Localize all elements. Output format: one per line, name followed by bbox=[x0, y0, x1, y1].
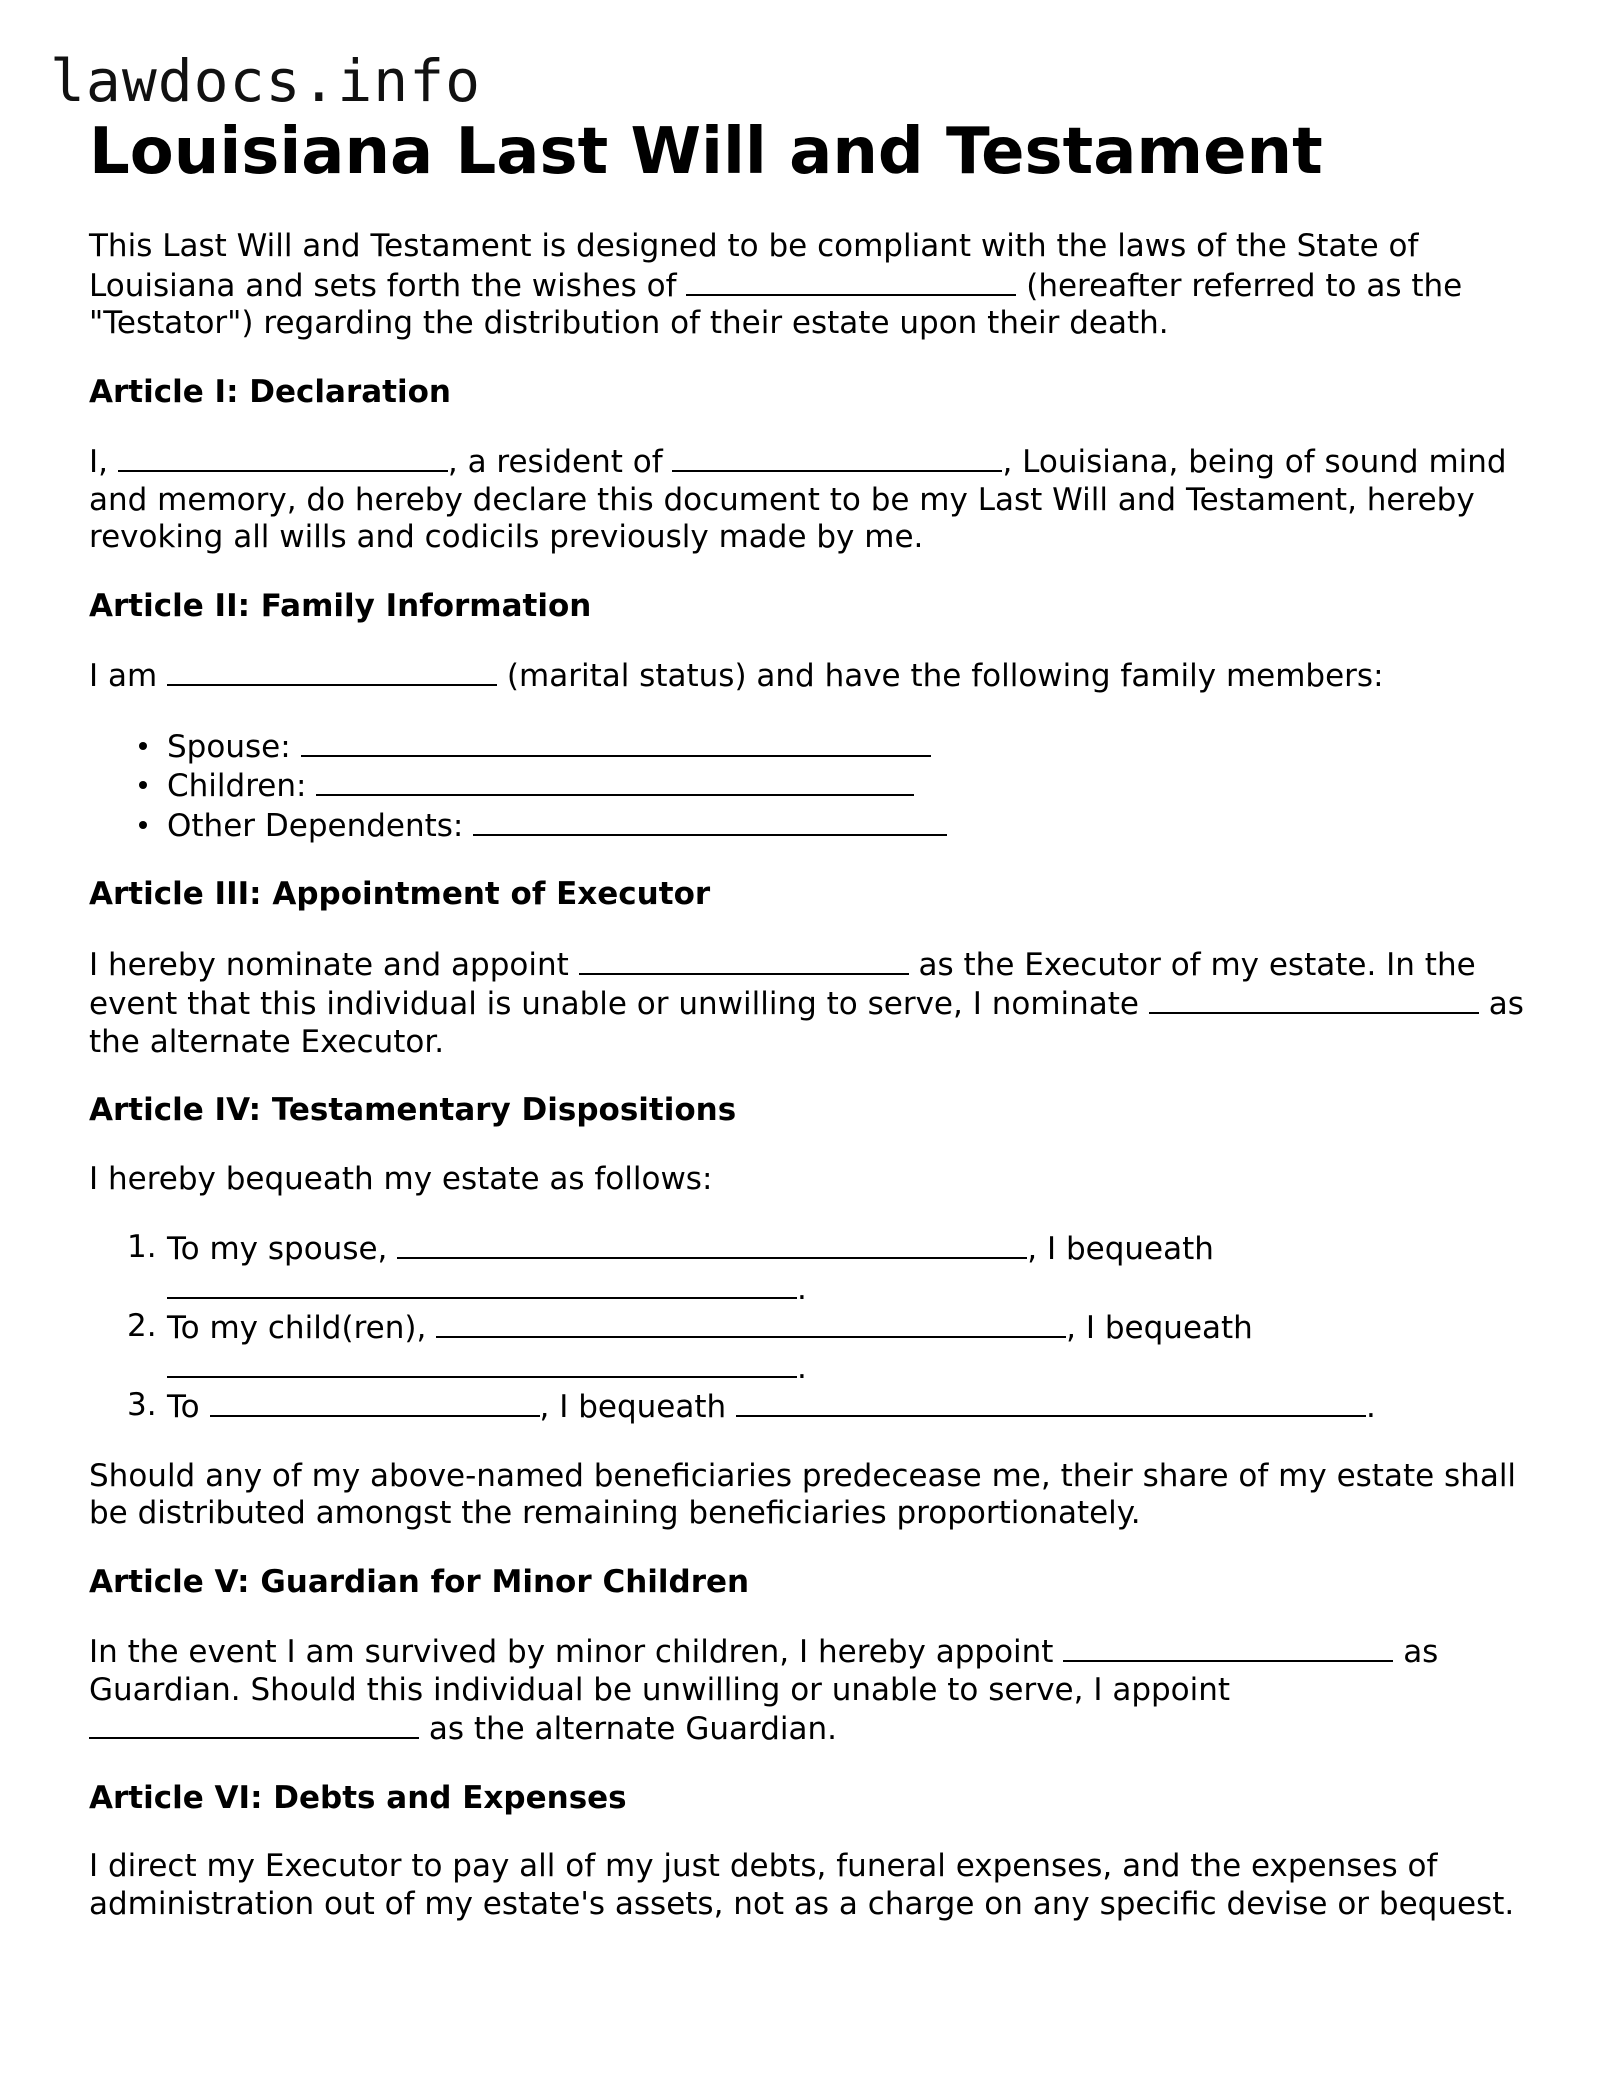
children-label: Children: bbox=[167, 768, 307, 804]
list-item bbox=[127, 1387, 1529, 1427]
document-title: Louisiana Last Will and Testament bbox=[89, 115, 1323, 189]
spouse-beneficiary-blank[interactable] bbox=[397, 1229, 1027, 1259]
article-1-paragraph bbox=[89, 442, 1529, 557]
intro-text-2: (hereafter referred to as the "Testator") regarding the distribution of their estate upon their death. bbox=[89, 267, 1463, 341]
disposition-prefix: To my spouse, bbox=[167, 1231, 388, 1267]
dispositions-list bbox=[89, 1229, 1529, 1427]
children-beneficiary-blank[interactable] bbox=[436, 1308, 1066, 1338]
watermark: lawdocs.info bbox=[50, 47, 482, 115]
article-4-heading: Article IV: Testamentary Dispositions bbox=[89, 1092, 737, 1128]
article-3-heading: Article III: Appointment of Executor bbox=[89, 876, 711, 912]
other-dependents-label: Other Dependents: bbox=[167, 807, 464, 844]
document-page bbox=[89, 112, 1529, 1923]
testator-name-blank[interactable] bbox=[686, 266, 1016, 296]
article-5-text-2: as Guardian. Should this individual be unwilling or unable to serve, I appoint bbox=[89, 1634, 1439, 1708]
list-item bbox=[167, 727, 1529, 767]
list-item bbox=[127, 1229, 1529, 1308]
disposition-mid: , I bequeath bbox=[1066, 1310, 1253, 1346]
children-bequest-blank[interactable] bbox=[167, 1348, 797, 1378]
disposition-end: . bbox=[1366, 1389, 1376, 1425]
declarant-name-blank[interactable] bbox=[118, 442, 448, 472]
other-bequest-blank[interactable] bbox=[736, 1387, 1366, 1417]
intro-text-1: This Last Will and Testament is designed to be compliant with the laws of the State of Louisiana and sets forth the wishes of bbox=[89, 228, 1419, 304]
article-6-paragraph: I direct my Executor to pay all of my just debts, funeral expenses, and the expenses of administration out of my estate's assets, not as a charge on any specific devise or bequest. bbox=[89, 1848, 1515, 1922]
children-blank[interactable] bbox=[316, 766, 914, 796]
article-3-text-3: as the alternate Executor. bbox=[89, 986, 1524, 1060]
disposition-end: . bbox=[797, 1270, 807, 1307]
article-4-closing: Should any of my above-named beneficiaries predecease me, their share of my estate shall be distributed amongst the remaining beneficiaries proportionately. bbox=[89, 1457, 1517, 1531]
article-3-text-2: as the Executor of my estate. In the event that this individual is unable or unwilling to serve, I nominate bbox=[89, 946, 1476, 1022]
article-5-paragraph bbox=[89, 1632, 1529, 1749]
article-2-heading: Article II: Family Information bbox=[89, 587, 592, 624]
article-1-heading: Article I: Declaration bbox=[89, 373, 451, 410]
article-2-text-1: I am bbox=[89, 658, 158, 694]
intro-paragraph bbox=[89, 228, 1529, 343]
spouse-label: Spouse: bbox=[167, 728, 291, 765]
article-1-text-3: , Louisiana, being of sound mind and memory, do hereby declare this document to be my Last Will and Testament, hereby revoking all wills and codicils previously made by me. bbox=[89, 444, 1507, 555]
article-6-heading: Article VI: Debts and Expenses bbox=[89, 1779, 627, 1816]
residence-blank[interactable] bbox=[672, 442, 1002, 472]
list-item bbox=[167, 806, 1529, 846]
spouse-bequest-blank[interactable] bbox=[167, 1269, 797, 1299]
disposition-prefix: To bbox=[167, 1389, 200, 1425]
article-4-lead: I hereby bequeath my estate as follows: bbox=[89, 1160, 713, 1197]
article-1-text-2: , a resident of bbox=[447, 444, 663, 480]
item-number: 2. bbox=[127, 1308, 157, 1344]
article-5-heading: Article V: Guardian for Minor Children bbox=[89, 1563, 750, 1600]
disposition-mid: , I bequeath bbox=[539, 1389, 727, 1425]
article-3-text-1: I hereby nominate and appoint bbox=[89, 946, 569, 983]
family-list bbox=[89, 727, 1529, 846]
executor-blank[interactable] bbox=[579, 945, 909, 975]
item-number: 3. bbox=[127, 1387, 157, 1423]
alternate-executor-blank[interactable] bbox=[1149, 984, 1479, 1014]
list-item bbox=[127, 1308, 1529, 1387]
other-dependents-blank[interactable] bbox=[473, 806, 947, 836]
marital-status-blank[interactable] bbox=[167, 656, 497, 686]
disposition-mid: , I bequeath bbox=[1027, 1231, 1214, 1267]
alternate-guardian-blank[interactable] bbox=[89, 1709, 419, 1739]
article-5-text-3: as the alternate Guardian. bbox=[428, 1711, 838, 1747]
spouse-blank[interactable] bbox=[301, 727, 931, 757]
article-1-text-1: I, bbox=[89, 444, 108, 480]
article-2-text-2: (marital status) and have the following family members: bbox=[506, 658, 1384, 694]
article-5-text-1: In the event I am survived by minor children, I hereby appoint bbox=[89, 1634, 1054, 1670]
other-beneficiary-blank[interactable] bbox=[210, 1387, 540, 1417]
disposition-prefix: To my child(ren), bbox=[167, 1310, 427, 1346]
list-item bbox=[167, 766, 1529, 806]
item-number: 1. bbox=[127, 1229, 157, 1265]
guardian-blank[interactable] bbox=[1063, 1632, 1393, 1662]
article-3-paragraph bbox=[89, 945, 1529, 1062]
disposition-end: . bbox=[797, 1349, 807, 1386]
article-2-paragraph bbox=[89, 656, 1529, 696]
